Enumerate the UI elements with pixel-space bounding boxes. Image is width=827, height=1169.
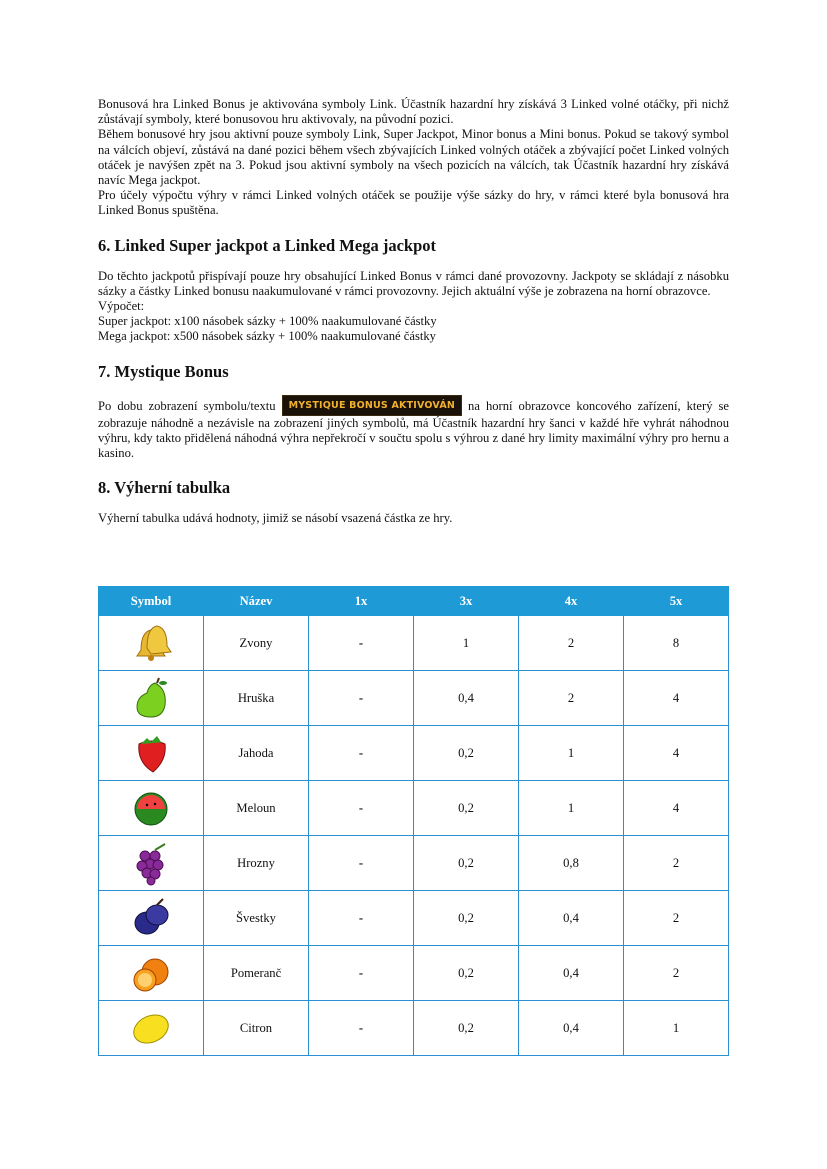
header-symbol: Symbol <box>99 587 204 616</box>
lemon-icon <box>127 1005 175 1051</box>
payout-1x-cell: - <box>309 836 414 891</box>
document-page <box>98 97 729 527</box>
name-cell: Meloun <box>204 781 309 836</box>
payout-1x-cell: - <box>309 781 414 836</box>
symbol-cell <box>99 946 204 1001</box>
header-5x: 5x <box>624 587 729 616</box>
header-name: Název <box>204 587 309 616</box>
section-6-paragraph: Do těchto jackpotů přispívají pouze hry obsahující Linked Bonus v rámci dané provozovny. Jackpoty se skládají z násobku sázky a částky Linked bonusu naakumulované v rámci provozovny. Jejich aktuální výše je zobrazena na horní obrazovce. <box>98 268 729 298</box>
symbol-cell <box>99 836 204 891</box>
pear-icon <box>127 675 175 721</box>
intro-paragraph-1: Bonusová hra Linked Bonus je aktivována symboly Link. Účastník hazardní hry získává 3 Linked volné otáčky, při nichž zůstávají symboly, které bonusovou hru aktivovaly, na původní pozici. <box>98 97 729 127</box>
payout-3x-cell: 0,2 <box>414 836 519 891</box>
payout-1x-cell: - <box>309 1001 414 1056</box>
payout-1x-cell: - <box>309 671 414 726</box>
payout-5x-cell: 4 <box>624 781 729 836</box>
payout-4x-cell: 1 <box>519 726 624 781</box>
payout-5x-cell: 4 <box>624 726 729 781</box>
intro-paragraph-3: Pro účely výpočtu výhry v rámci Linked volných otáček se použije výše sázky do hry, v rámci které byla bonusová hra Linked Bonus spuštěna. <box>98 188 729 218</box>
section-7-text-after: na horní obrazovce koncového zařízení, který se zobrazuje náhodně a nezávisle na zobrazení jiných symbolů, má Účastník hazardní hry šanci v každé hře vyhrát náhodnou výhru, kdy takto přidělená náhodná výhra nepřekročí v součtu spolu s výhrou z dané hry limity maximální výhry pro hernu a kasino. <box>98 398 729 461</box>
table-row <box>99 781 729 836</box>
symbol-cell <box>99 671 204 726</box>
name-cell: Pomeranč <box>204 946 309 1001</box>
name-cell: Zvony <box>204 616 309 671</box>
payout-1x-cell: - <box>309 726 414 781</box>
intro-paragraph-2: Během bonusové hry jsou aktivní pouze symboly Link, Super Jackpot, Minor bonus a Mini bonus. Pokud se takový symbol na válcích objeví, zůstává na dané pozici během všech zbývajících Linked volných otáček a zbývající počet Linked volných otáček je navýšen zpět na 3. Pokud jsou aktivní symboly na všech pozicích na válcích, tak Účastník hazardní hry získává navíc Mega jackpot. <box>98 127 729 188</box>
watermelon-icon <box>127 785 175 831</box>
table-row <box>99 891 729 946</box>
orange-icon <box>127 950 175 996</box>
payout-5x-cell: 2 <box>624 891 729 946</box>
payout-3x-cell: 0,2 <box>414 726 519 781</box>
paytable-header-row <box>99 587 729 616</box>
super-jackpot-formula: Super jackpot: x100 násobek sázky + 100% naakumulované částky <box>98 314 437 329</box>
table-row <box>99 671 729 726</box>
payout-4x-cell: 2 <box>519 671 624 726</box>
table-row <box>99 946 729 1001</box>
section-8-paragraph: Výherní tabulka udává hodnoty, jimiž se násobí vsazená částka ze hry. <box>98 511 453 526</box>
payout-3x-cell: 0,2 <box>414 946 519 1001</box>
payout-1x-cell: - <box>309 891 414 946</box>
paytable <box>98 586 729 1056</box>
symbol-cell <box>99 1001 204 1056</box>
payout-3x-cell: 0,2 <box>414 781 519 836</box>
header-1x: 1x <box>309 587 414 616</box>
payout-1x-cell: - <box>309 946 414 1001</box>
symbol-cell <box>99 781 204 836</box>
mystique-bonus-banner: MYSTIQUE BONUS AKTIVOVÁN <box>282 395 462 416</box>
payout-5x-cell: 8 <box>624 616 729 671</box>
name-cell: Hruška <box>204 671 309 726</box>
table-row <box>99 616 729 671</box>
payout-5x-cell: 2 <box>624 836 729 891</box>
payout-4x-cell: 0,4 <box>519 946 624 1001</box>
name-cell: Švestky <box>204 891 309 946</box>
header-3x: 3x <box>414 587 519 616</box>
table-row <box>99 726 729 781</box>
section-8-heading: 8. Výherní tabulka <box>98 478 231 498</box>
payout-5x-cell: 1 <box>624 1001 729 1056</box>
payout-3x-cell: 0,2 <box>414 1001 519 1056</box>
payout-5x-cell: 2 <box>624 946 729 1001</box>
mega-jackpot-formula: Mega jackpot: x500 násobek sázky + 100% naakumulované částky <box>98 329 436 344</box>
bell-icon <box>127 620 175 666</box>
symbol-cell <box>99 616 204 671</box>
payout-1x-cell: - <box>309 616 414 671</box>
section-7-heading: 7. Mystique Bonus <box>98 361 229 381</box>
section-6-calc-label: Výpočet: <box>98 299 145 314</box>
table-row <box>99 836 729 891</box>
symbol-cell <box>99 726 204 781</box>
header-4x: 4x <box>519 587 624 616</box>
section-6-heading: 6. Linked Super jackpot a Linked Mega jackpot <box>98 235 436 255</box>
payout-3x-cell: 1 <box>414 616 519 671</box>
payout-4x-cell: 0,4 <box>519 1001 624 1056</box>
name-cell: Jahoda <box>204 726 309 781</box>
grapes-icon <box>127 840 175 886</box>
payout-5x-cell: 4 <box>624 671 729 726</box>
symbol-cell <box>99 891 204 946</box>
strawberry-icon <box>127 730 175 776</box>
payout-3x-cell: 0,4 <box>414 671 519 726</box>
name-cell: Hrozny <box>204 836 309 891</box>
section-7-paragraph <box>98 395 729 462</box>
payout-4x-cell: 0,4 <box>519 891 624 946</box>
payout-3x-cell: 0,2 <box>414 891 519 946</box>
section-7-text-before: Po dobu zobrazení symbolu/textu <box>98 398 282 413</box>
plum-icon <box>127 895 175 941</box>
table-row <box>99 1001 729 1056</box>
payout-4x-cell: 0,8 <box>519 836 624 891</box>
payout-4x-cell: 1 <box>519 781 624 836</box>
name-cell: Citron <box>204 1001 309 1056</box>
payout-4x-cell: 2 <box>519 616 624 671</box>
